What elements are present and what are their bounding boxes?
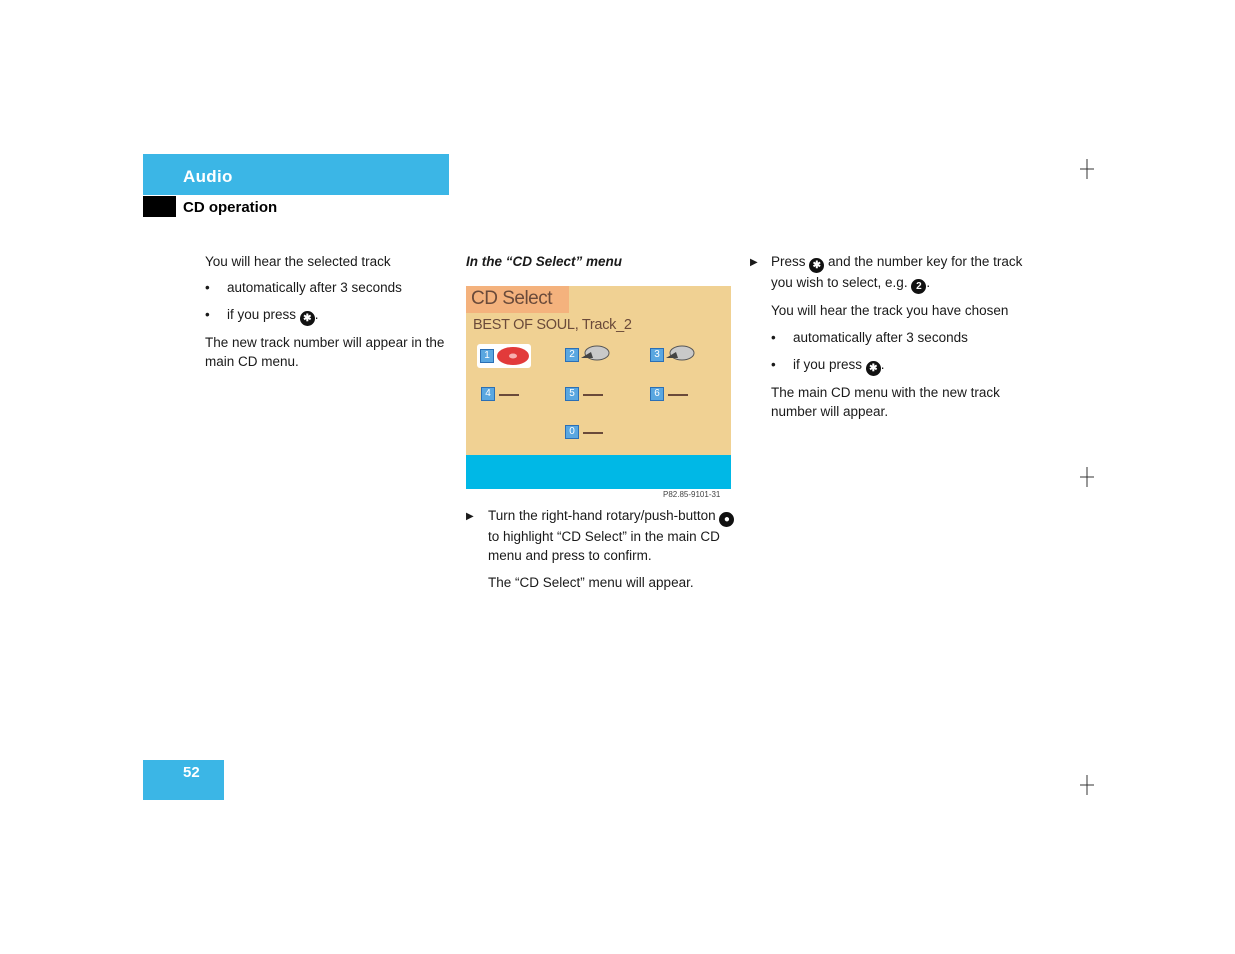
right-column [750,252,1025,421]
left-intro: You will hear the selected track [205,254,391,269]
subheader-marker [143,196,176,217]
middle-result: The “CD Select” menu will appear. [488,575,694,590]
cd-disc-grey-icon [662,344,696,364]
middle-column [466,252,736,271]
left-bullet-1: • automatically after 3 seconds [205,280,402,295]
crop-mark-icon [1080,159,1094,179]
empty-slot-dash [583,394,603,396]
step-arrow-icon: ▶ [750,257,758,268]
rotary-button-icon: ● [719,512,734,527]
left-bullet-2: • if you press ✱ . [205,307,319,324]
right-outro: The main CD menu with the new track number will appear. [771,385,1000,419]
cd-select-screen: CD Select BEST OF SOUL, Track_2 1 2 3 4 5 6 0 [466,286,731,489]
cd-disc-red-icon [491,345,531,367]
page-number: 52 [183,764,200,781]
empty-slot-dash [668,394,688,396]
step-arrow-icon: ▶ [466,511,474,522]
star-button-icon: ✱ [300,311,315,326]
empty-slot-dash [499,394,519,396]
screen-title: CD Select [471,288,553,309]
left-column [205,252,445,371]
middle-steps [466,506,736,592]
middle-step: ▶ Turn the right-hand rotary/push-button ● to highlight “CD Select” in the main CD menu and press to confirm. [466,506,736,565]
right-step: ▶ Press ✱ and the number key for the track you wish to select, e.g. 2 . [750,254,1023,292]
menu-heading: In the “CD Select” menu [466,254,623,269]
subsection-title: CD operation [183,199,278,216]
star-button-icon: ✱ [809,258,824,273]
left-outro: The new track number will appear in the main CD menu. [205,335,445,369]
image-reference: P82.85-9101-31 [663,490,721,499]
empty-slot-dash [583,432,603,434]
crop-mark-icon [1080,775,1094,795]
right-result: You will hear the track you have chosen [771,303,1009,318]
screen-track: BEST OF SOUL, Track_2 [473,317,632,333]
cd-slot-1: 1 [477,344,531,368]
star-button-icon: ✱ [866,361,881,376]
section-title: Audio [183,167,233,186]
right-bullet-1: • automatically after 3 seconds [771,330,968,345]
crop-mark-icon [1080,467,1094,487]
screen-footer-bar [466,455,731,489]
number-key-icon: 2 [911,279,926,294]
cd-disc-grey-icon [577,344,611,364]
right-bullet-2: • if you press ✱ . [771,357,885,374]
